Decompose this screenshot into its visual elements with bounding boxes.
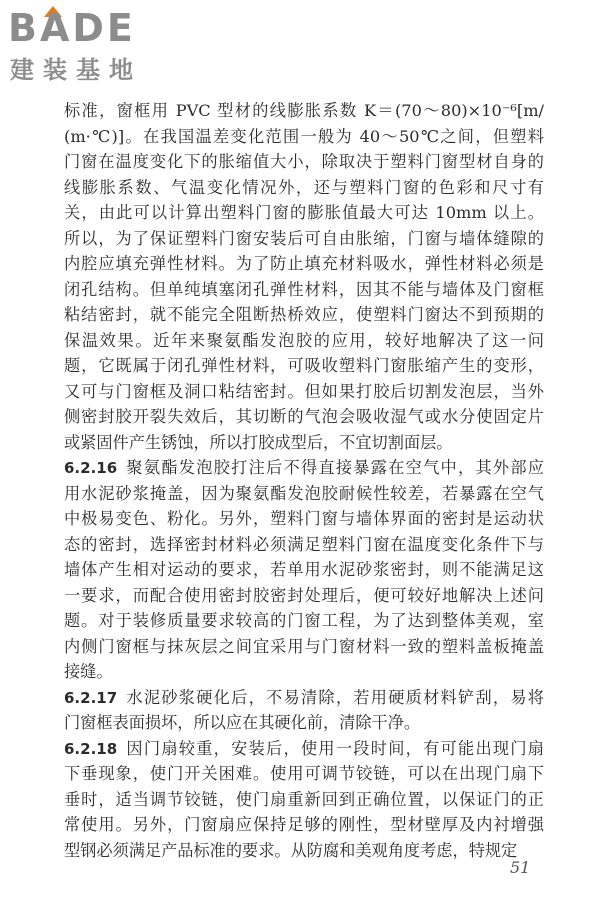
line-text: 常使用。另外，门窗扇应保持足够的刚性，型材壁厚及内衬增强	[64, 815, 544, 834]
line-text: 水泥砂浆硬化后，不易清除，若用硬质材料铲刮，易将	[125, 687, 544, 707]
line-text: 关，由此可以计算出塑料门窗的膨胀值最大可达 10mm 以上。	[64, 203, 544, 222]
page-number: 51	[510, 858, 531, 877]
text-line	[64, 302, 544, 328]
text-line	[64, 98, 544, 124]
text-line	[64, 175, 544, 201]
text-line	[64, 659, 544, 685]
text-line	[64, 404, 544, 430]
section-number: 6.2.18	[64, 739, 118, 758]
line-text: 下垂现象，使门开关困难。使用可调节铰链，可以在出现门扇下	[64, 764, 544, 783]
section-number: 6.2.16	[64, 459, 118, 477]
text-line	[64, 710, 544, 736]
line-text: 标准，窗框用 PVC 型材的线膨胀系数 K＝(70～80)×10⁻⁶[m/	[64, 101, 544, 120]
line-text: 中极易变色、粉化。另外，塑料门窗与墙体界面的密封是运动状	[64, 509, 544, 528]
text-line	[64, 634, 544, 660]
page-body	[64, 98, 544, 863]
text-line	[64, 608, 544, 634]
line-text: 内腔应填充弹性材料。为了防止填充材料吸水，弹性材料必须是	[64, 254, 544, 273]
line-text: 门窗框表面损坏，所以应在其硬化前，清除干净。	[64, 713, 421, 732]
text-line	[64, 430, 544, 456]
line-text: 闭孔结构。但单纯填塞闭孔弹性材料，因其不能与墙体及门窗框	[64, 279, 544, 299]
text-line	[64, 736, 544, 762]
text-line	[64, 506, 544, 532]
line-text: 所以，为了保证塑料门窗安装后可自由胀缩，门窗与墙体缝隙的	[64, 228, 544, 248]
line-text: (m·℃)]。在我国温差变化范围一般为 40～50℃之间，但塑料	[64, 126, 544, 146]
line-text: 聚氨酯发泡胶打注后不得直接暴露在空气中，其外部应	[125, 458, 544, 477]
text-line	[64, 353, 544, 379]
line-text: 又可与门窗框及洞口粘结密封。但如果打胶后切割发泡层，当外	[64, 381, 544, 401]
line-text: 接缝。	[64, 662, 113, 681]
logo-subtitle: 建装基地	[10, 56, 142, 84]
text-line	[64, 379, 544, 405]
section-number: 6.2.17	[64, 688, 118, 707]
line-text: 一要求，而配合使用密封胶密封处理后，便可较好地解决上述问	[64, 585, 544, 605]
line-text: 或紧固件产生锈蚀，所以打胶成型后，不宜切割面层。	[64, 432, 453, 452]
text-line	[64, 251, 544, 277]
line-text: 粘结密封，就不能完全阻断热桥效应，使塑料门窗达不到预期的	[64, 305, 544, 324]
text-line	[64, 149, 544, 175]
line-text: 线膨胀系数、气温变化情况外，还与塑料门窗的色彩和尺寸有	[64, 177, 544, 197]
text-line	[64, 583, 544, 609]
line-text: 侧密封胶开裂失效后，其切断的气泡会吸收湿气或水分使固定片	[64, 407, 544, 426]
text-line	[64, 481, 544, 507]
line-text: 保温效果。近年来聚氨酯发泡胶的应用，较好地解决了这一问	[64, 330, 544, 350]
line-text: 垂时，适当调节铰链，使门扇重新回到正确位置，以保证门的正	[64, 789, 544, 809]
line-text: 内侧门窗框与抹灰层之间宜采用与门窗材料一致的塑料盖板掩盖	[64, 636, 544, 656]
line-text: 墙体产生相对运动的要求，若单用水泥砂浆密封，则不能满足这	[64, 560, 544, 579]
text-line	[64, 761, 544, 787]
line-text: 题。对于装修质量要求较高的门窗工程，为了达到整体美观，室	[64, 611, 544, 630]
text-line	[64, 812, 544, 838]
text-line	[64, 787, 544, 813]
logo-word: BADE	[8, 6, 136, 50]
line-text: 态的密封，选择密封材料必须满足塑料门窗在温度变化条件下与	[64, 534, 544, 554]
text-line	[64, 328, 544, 354]
line-text: 因门扇较重，安装后，使用一段时间，有可能出现门扇	[125, 738, 544, 758]
text-line	[64, 838, 544, 864]
text-line	[64, 532, 544, 558]
text-line	[64, 226, 544, 252]
text-line	[64, 685, 544, 711]
text-line	[64, 124, 544, 150]
text-line	[64, 277, 544, 303]
text-line	[64, 557, 544, 583]
line-text: 型钢必须满足产品标准的要求。从防腐和美观角度考虑，特规定	[64, 840, 518, 860]
logo	[8, 6, 178, 88]
line-text: 门窗在温度变化下的胀缩值大小，除取决于塑料门窗型材自身的	[64, 152, 544, 171]
text-line	[64, 455, 544, 481]
text-line	[64, 200, 544, 226]
line-text: 用水泥砂浆掩盖，因为聚氨酯发泡胶耐候性较差，若暴露在空气	[64, 483, 544, 503]
line-text: 题，它既属于闭孔弹性材料，可吸收塑料门窗胀缩产生的变形，	[64, 356, 544, 375]
